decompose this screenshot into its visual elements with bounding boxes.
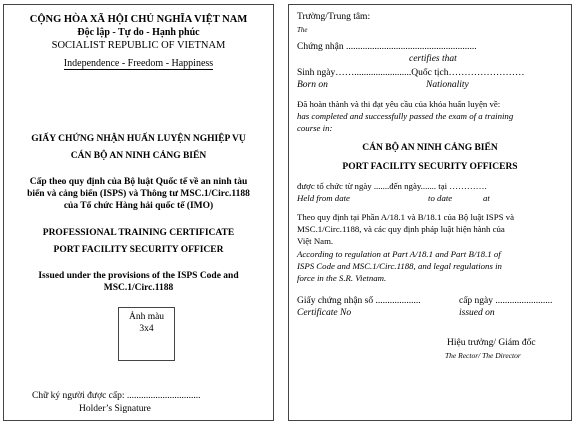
course-vn: CÁN BỘ AN NINH CẢNG BIỂN	[362, 143, 498, 153]
issued-date-field: cấp ngày ........................	[459, 296, 553, 306]
held-en-from: Held from date	[297, 193, 350, 203]
basis-en-line-1: Issued under the provisions of the ISPS Code and	[38, 271, 239, 281]
issued-date-label: issued on	[459, 308, 495, 318]
regulation-en-line-3: force in the S.R. Vietnam.	[297, 273, 387, 283]
holder-signature-label: Holder’s Signature	[79, 404, 151, 414]
completed-en-line-1: has completed and successfully passed the exam of a training	[297, 111, 514, 121]
born-vn: Sinh ngày……........................Quốc tịch……………………	[297, 68, 525, 78]
born-en: Born on	[297, 80, 328, 90]
school-vn: Trường/Trung tâm:	[297, 12, 371, 22]
subtitle-vn: CÁN BỘ AN NINH CẢNG BIỂN	[70, 151, 207, 161]
holder-signature-field: Chữ ký người được cấp: ...............................	[32, 391, 201, 401]
title-en: PROFESSIONAL TRAINING CERTIFICATE	[42, 228, 235, 238]
certify-en: certifies that	[409, 54, 457, 64]
regulation-vn-line-3: Việt Nam.	[297, 236, 334, 246]
motto-vn: Độc lập - Tự do - Hạnh phúc	[77, 27, 200, 38]
motto-en-wrap	[4, 53, 273, 71]
certificate-number-field: Giấy chứng nhận số ...................	[297, 296, 421, 306]
photo-label-line-1: Ảnh màu	[128, 312, 165, 322]
completed-en-line-2: course in:	[297, 123, 333, 133]
regulation-vn-line-1: Theo quy định tại Phần A/18.1 và B/18.1 của Bộ luật ISPS và	[297, 212, 514, 222]
regulation-en-line-2: ISPS Code and MSC.1/Circ.1188, and legal regulations in	[297, 261, 502, 271]
subtitle-en: PORT FACILITY SECURITY OFFICER	[53, 245, 224, 255]
certify-vn: Chứng nhận .......................................................	[297, 42, 477, 52]
rector-title-vn: Hiệu trưởng/ Giám đốc	[447, 338, 536, 348]
photo-placeholder	[118, 307, 175, 361]
completed-vn: Đã hoàn thành và thi đạt yêu cầu của khóa huấn luyện về:	[297, 99, 501, 109]
held-en-to: to date	[428, 193, 453, 203]
nationality-en: Nationality	[426, 80, 469, 90]
photo-label-line-2: 3x4	[139, 324, 154, 334]
basis-vn-line-2: biển và cảng biển (ISPS) và Thông tư MSC.1/Circ.1188	[27, 189, 250, 199]
basis-en-line-2: MSC.1/Circ.1188	[103, 283, 174, 293]
basis-vn-line-3: của Tổ chức Hàng hải quốc tế (IMO)	[63, 201, 214, 211]
certificate-number-label: Certificate No	[297, 308, 352, 318]
school-en: The	[297, 26, 308, 34]
certificate-right-panel	[288, 4, 572, 421]
certificate-left-panel	[3, 4, 274, 421]
header-vn: CỘNG HÒA XÃ HỘI CHỦ NGHĨA VIỆT NAM	[29, 14, 248, 25]
title-vn: GIẤY CHỨNG NHẬN HUẤN LUYỆN NGHIỆP VỤ	[31, 134, 246, 144]
regulation-vn-line-2: MSC.1/Circ.1188, và các quy định pháp luật hiện hành của	[297, 224, 505, 234]
held-en-at: at	[483, 193, 490, 203]
motto-en: Independence - Freedom - Happiness	[63, 58, 214, 69]
basis-vn-line-1: Cấp theo quy định của Bộ luật Quốc tế về an ninh tàu	[29, 177, 248, 187]
rector-title-en: The Rector/ The Director	[445, 351, 521, 360]
regulation-en-line-1: According to regulation at Part A/18.1 and Part B/18.1 of	[297, 249, 501, 259]
header-en: SOCIALIST REPUBLIC OF VIETNAM	[51, 40, 226, 51]
course-en: PORT FACILITY SECURITY OFFICERS	[342, 162, 518, 172]
held-vn: được tổ chức từ ngày .......đến ngày....... tại ………….	[297, 181, 487, 191]
